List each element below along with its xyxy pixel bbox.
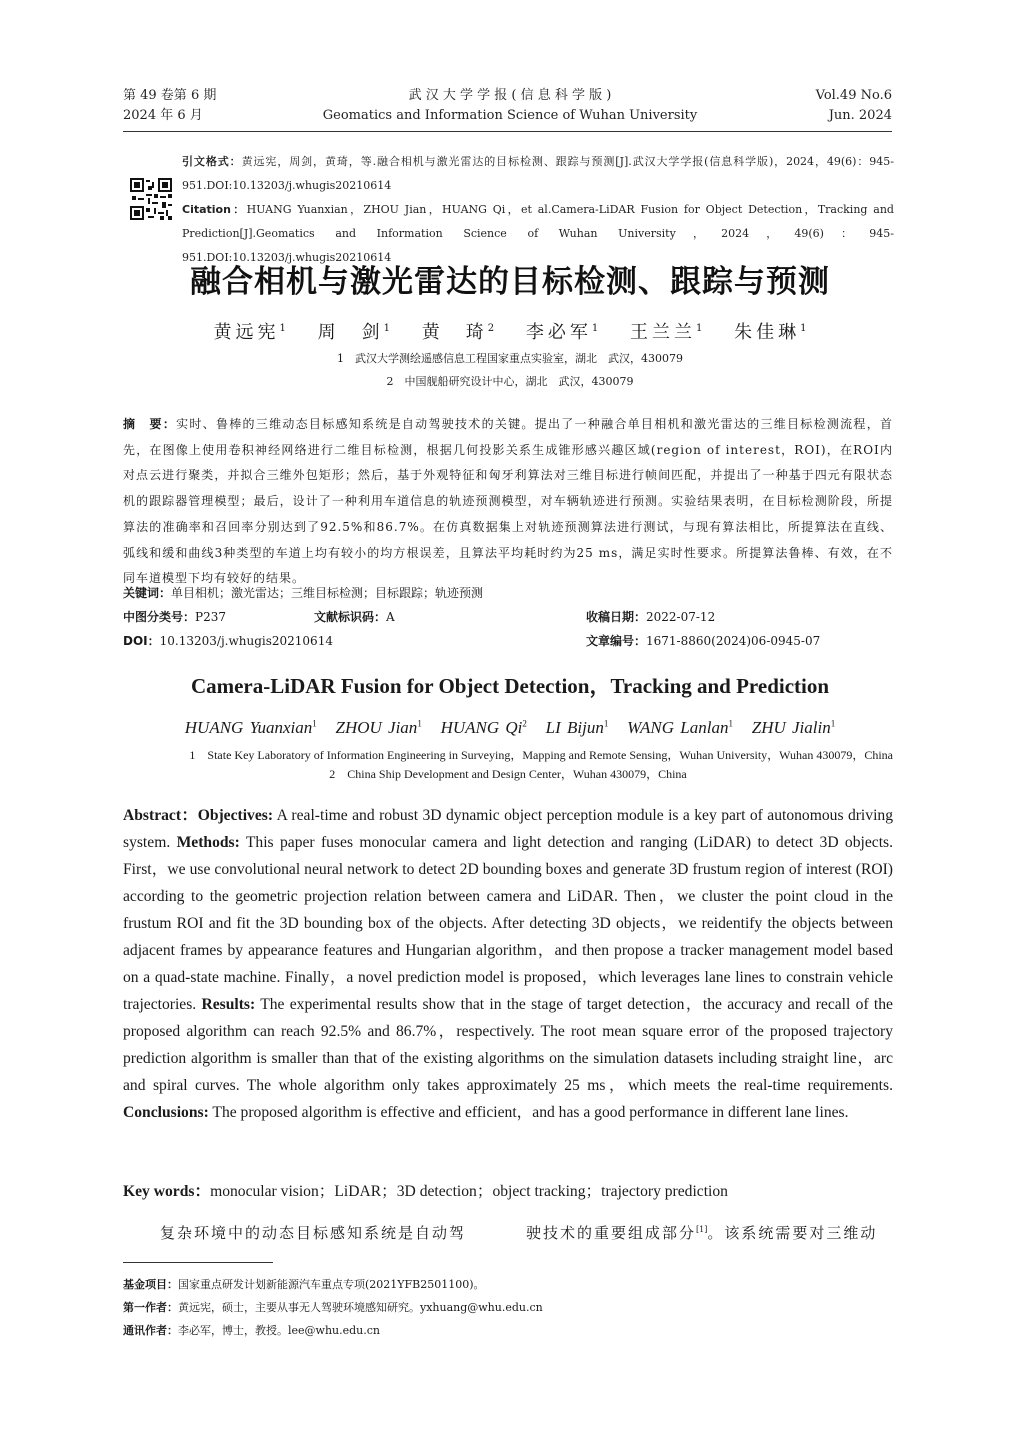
doc-code: 文献标识码：A [314, 610, 395, 624]
footnote-fund: 基金项目：国家重点研发计划新能源汽车重点专项(2021YFB2501100)。 [123, 1278, 485, 1291]
doi[interactable]: DOI：10.13203/j.whugis20210614 [123, 634, 333, 648]
author-en: ZHU Jialin$^1$ [751, 718, 836, 737]
author-en: ZHOU Jian$^1$ [335, 718, 422, 737]
author-cn: 朱佳琳$^1$ [734, 322, 807, 343]
footnote-corresponding: 通讯作者：李必军，博士，教授。lee@whu.edu.cn [123, 1324, 380, 1337]
author-cn: 黄远宪$^1$ [213, 322, 286, 343]
body-col-right: 驶技术的重要组成部分[1]。该系统需要对三维动 [526, 1224, 878, 1242]
objectives-label: Objectives: [197, 807, 274, 824]
results-text: The experimental results show that in the stage of target detection，the accuracy and recall of the proposed algorithm can reach 92.5% and 86.7%，respectively. The root mean square error of the proposed trajectory prediction algorithm is smaller than that of the existing algorithms on the simulation datasets including straight line，arc and spiral curves. The whole algorithm only takes approximately 25 ms，which meets the real-time requirements. [123, 996, 893, 1094]
footnote-rule [123, 1262, 273, 1263]
abstract-en-label: Abstract： [123, 807, 198, 824]
methods-label: Methods: [176, 834, 240, 851]
citation-cn [182, 150, 894, 198]
clc-number: 中图分类号：P237 [123, 610, 226, 624]
authors-cn [0, 318, 1020, 344]
header-rule [123, 131, 892, 132]
abstract-cn [123, 412, 893, 592]
keywords-cn-text: 单目相机；激光雷达；三维目标检测；目标跟踪；轨迹预测 [171, 586, 484, 600]
authors-en [0, 718, 1020, 738]
author-cn: 周 剑$^1$ [317, 322, 391, 343]
author-en: HUANG Yuanxian$^1$ [184, 718, 317, 737]
keywords-en [123, 1178, 893, 1205]
author-en: LI Bijun$^1$ [545, 718, 609, 737]
citation-block [182, 150, 894, 270]
keywords-cn-label: 关键词： [123, 586, 172, 600]
conclusions-label: Conclusions: [123, 1104, 209, 1121]
abstract-cn-text: 实时、鲁棒的三维动态目标感知系统是自动驾驶技术的关键。提出了一种融合单目相机和激光雷达的三维目标检测流程，首先，在图像上使用卷积神经网络进行二维目标检测，根据几何投影关系生成锥形感兴趣区域(region of interest，ROI)，在ROI内对点云进行聚类，并拟合三维外包矩形；然后，基于外观特征和匈牙利算法对三维目标进行帧间匹配，并提出了一种基于四元有限状态机的跟踪器管理模型；最后，设计了一种利用车道信息的轨迹预测模型，对车辆轨迹进行预测。实验结果表明，在目标检测阶段，所提算法的准确率和召回率分别达到了92.5%和86.7%。在仿真数据集上对轨迹预测算法进行测试，与现有算法相比，所提算法在直线、弧线和缓和曲线3种类型的车道上均有较小的均方根误差，且算法平均耗时约为25 ms，满足实时性要求。所提算法鲁棒、有效，在不同车道模型下均有较好的结果。 [123, 417, 893, 586]
publication-date-en: Jun. 2024 [828, 108, 892, 123]
abstract-en [123, 802, 893, 1126]
affiliation-en-2: 2 China Ship Development and Design Center，Wuhan 430079，China [329, 767, 687, 781]
methods-text: This paper fuses monocular camera and light detection and ranging (LiDAR) to detect 3D objects. First，we use convolutional neural network to detect 2D bounding boxes and generate 3D frustum region of interest (ROI) according to the geometric projection relation between camera and LiDAR. Then，we cluster the point cloud in the frustum ROI and fit the 3D bounding box of the objects. After detecting 3D objects，we reidentify the objects between adjacent frames by appearance features and Hungarian algorithm，and then propose a tracker management model based on a quad-state machine. Finally，a novel prediction model is proposed，which leverages lane lines to constrain vehicle trajectories. [123, 834, 893, 1013]
citation-en-label: Citation： [182, 203, 247, 216]
author-cn: 王兰兰$^1$ [629, 322, 703, 343]
abstract-cn-label: 摘 要： [123, 417, 177, 431]
conclusions-text: The proposed algorithm is effective and efficient，and has a good performance in different lane lines. [208, 1104, 849, 1121]
header-volume-en [816, 86, 892, 126]
article-number: 文章编号：1671-8860(2024)06-0945-07 [586, 634, 821, 648]
citation-cn-text: 黄远宪，周剑，黄琦，等.融合相机与激光雷达的目标检测、跟踪与预测[J].武汉大学学报(信息科学版)，2024，49(6)：945-951.DOI:10.13203/j.whugis20210614 [182, 155, 895, 192]
volume-issue-en: Vol.49 No.6 [815, 88, 892, 103]
journal-name-cn: 武 汉 大 学 学 报 ( 信 息 科 学 版 ) [408, 88, 612, 103]
received-date: 收稿日期：2022-07-12 [586, 610, 716, 624]
body-col-left: 复杂环境中的动态目标感知系统是自动驾 [160, 1224, 467, 1242]
keywords-en-text: monocular vision；LiDAR；3D detection；object tracking；trajectory prediction [210, 1183, 728, 1200]
author-cn: 李必军$^1$ [525, 322, 599, 343]
results-label: Results: [201, 996, 256, 1013]
reference-link[interactable]: [1] [696, 1225, 708, 1234]
author-cn: 黄 琦$^2$ [421, 322, 495, 343]
keywords-cn [123, 582, 893, 604]
title-cn: 融合相机与激光雷达的目标检测、跟踪与预测 [190, 264, 830, 300]
objectives-text: A real-time and robust 3D dynamic object perception module is a key part of autonomous driving system. [123, 807, 893, 851]
affiliation-en-1: 1 State Key Laboratory of Information Engineering in Surveying，Mapping and Remote Sensing，Wuhan University，Wuhan 430079，China [189, 748, 893, 762]
footnote-first-author: 第一作者：黄远宪，硕士，主要从事无人驾驶环境感知研究。yxhuang@whu.edu.cn [123, 1301, 543, 1314]
citation-cn-label: 引文格式： [182, 155, 242, 168]
keywords-en-label: Key words： [123, 1183, 211, 1200]
author-en: WANG Lanlan$^1$ [627, 718, 733, 737]
publication-date: 2024 年 6 月 [123, 108, 203, 123]
citation-en-text: HUANG Yuanxian，ZHOU Jian，HUANG Qi，et al.Camera-LiDAR Fusion for Object Detection，Tracking and Prediction[J].Geomatics and Information Science of Wuhan University，2024，49(6)：945-951.DOI:10.13203/j.whugis20210614 [182, 203, 894, 264]
title-en: Camera-LiDAR Fusion for Object Detection，Tracking and Prediction [190, 674, 830, 698]
volume-issue: 第 49 卷第 6 期 [123, 88, 217, 103]
qr-code-icon[interactable] [130, 178, 172, 220]
affiliation-cn-2: 2 中国舰船研究设计中心，湖北 武汉，430079 [386, 375, 634, 388]
affiliation-cn-1: 1 武汉大学测绘遥感信息工程国家重点实验室，湖北 武汉，430079 [337, 352, 683, 365]
author-en: HUANG Qi$^2$ [440, 718, 527, 737]
journal-name-en: Geomatics and Information Science of Wuhan University [322, 108, 698, 123]
